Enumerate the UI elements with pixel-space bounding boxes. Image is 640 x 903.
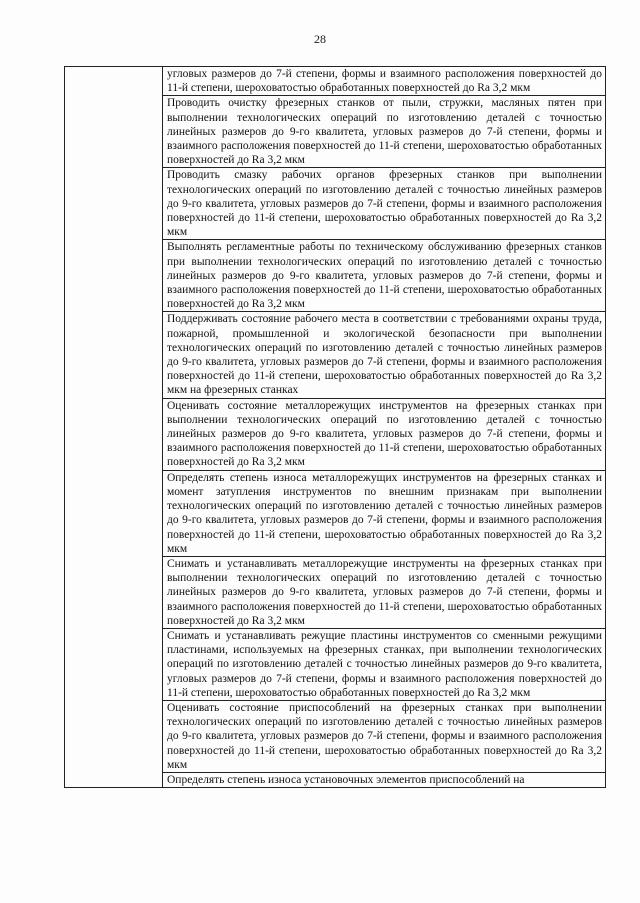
table-cell: Оценивать состояние приспособлений на фрезерных станках при выполнении технологических операций по изготовлению деталей с точностью линейных размеров до 9-го квалитета, угловых размеров до 7-й степени, формы и взаимного расположения поверхностей до 11-й степени, шероховатостью обработанных поверхностей до Ra 3,2 мкм bbox=[163, 700, 606, 772]
table-cell: Определять степень износа металлорежущих инструментов на фрезерных станках и момент затупления инструментов по внешним признакам при выполнении технологических операций по изготовлению деталей с точностью линейных размеров до 9-го квалитета, угловых размеров до 7-й степени, формы и взаимного расположения поверхностей до 11-й степени, шероховатостью обработанных поверхностей до Ra 3,2 мкм bbox=[163, 470, 606, 556]
table-row bbox=[65, 67, 606, 96]
skills-table bbox=[64, 66, 606, 788]
table-cell: Снимать и устанавливать режущие пластины инструментов со сменными режущими пластинами, используемых на фрезерных станках, при выполнении технологических операций по изготовлению деталей с точностью линейных размеров до 9-го квалитета, угловых размеров до 7-й степени, формы и взаимного расположения поверхностей до 11-й степени, шероховатостью обработанных поверхностей до Ra 3,2 мкм bbox=[163, 628, 606, 700]
table-cell: Проводить очистку фрезерных станков от пыли, стружки, масляных пятен при выполнении технологических операций по изготовлению деталей с точностью линейных размеров до 9-го квалитета, угловых размеров до 7-й степени, формы и взаимного расположения поверхностей до 11-й степени, шероховатостью обработанных поверхностей до Ra 3,2 мкм bbox=[163, 96, 606, 168]
table-cell: Оценивать состояние металлорежущих инструментов на фрезерных станках при выполнении технологических операций по изготовлению деталей с точностью линейных размеров до 9-го квалитета, угловых размеров до 7-й степени, формы и взаимного расположения поверхностей до 11-й степени, шероховатостью обработанных поверхностей до Ra 3,2 мкм bbox=[163, 398, 606, 470]
table-cell: угловых размеров до 7-й степени, формы и взаимного расположения поверхностей до 11-й степени, шероховатостью обработанных поверхностей до Ra 3,2 мкм bbox=[163, 67, 606, 96]
table-cell: Проводить смазку рабочих органов фрезерных станков при выполнении технологических операций по изготовлению деталей с точностью линейных размеров до 9-го квалитета, угловых размеров до 7-й степени, формы и взаимного расположения поверхностей до 11-й степени, шероховатостью обработанных поверхностей до Ra 3,2 мкм bbox=[163, 168, 606, 240]
table-cell: Поддерживать состояние рабочего места в соответствии с требованиями охраны труда, пожарной, промышленной и экологической безопасности при выполнении технологических операций по изготовлению деталей с точностью линейных размеров до 9-го квалитета, угловых размеров до 7-й степени, формы и взаимного расположения поверхностей до 11-й степени, шероховатостью обработанных поверхностей до Ra 3,2 мкм на фрезерных станках bbox=[163, 312, 606, 398]
table-cell: Снимать и устанавливать металлорежущие инструменты на фрезерных станках при выполнении технологических операций по изготовлению деталей с точностью линейных размеров до 9-го квалитета, угловых размеров до 7-й степени, формы и взаимного расположения поверхностей до 11-й степени, шероховатостью обработанных поверхностей до Ra 3,2 мкм bbox=[163, 556, 606, 628]
left-column-cell bbox=[65, 67, 163, 788]
page-number: 28 bbox=[314, 32, 326, 46]
table-cell: Выполнять регламентные работы по техническому обслуживанию фрезерных станков при выполнении технологических операций по изготовлению деталей с точностью линейных размеров до 9-го квалитета, угловых размеров до 7-й степени, формы и взаимного расположения поверхностей до 11-й степени, шероховатостью обработанных поверхностей до Ra 3,2 мкм bbox=[163, 240, 606, 312]
table-cell: Определять степень износа установочных элементов приспособлений на bbox=[163, 772, 606, 787]
